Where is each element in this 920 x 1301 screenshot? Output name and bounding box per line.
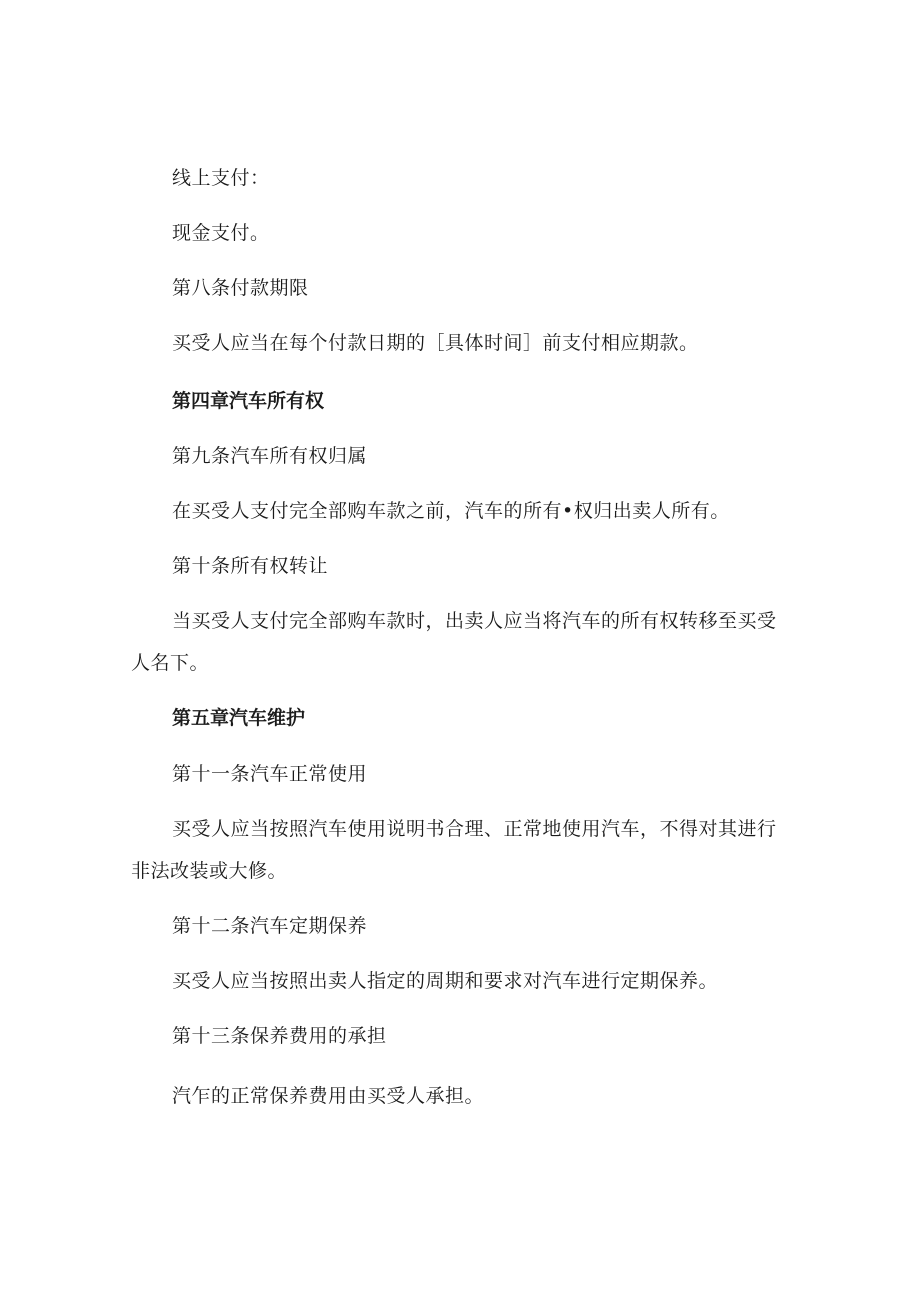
article-9-title: 第九条汽车所有权归属 — [172, 445, 368, 467]
article-9-body: 在买受人支付完全部购车款之前，汽车的所有•权归出卖人所有。 — [172, 500, 730, 522]
article-13-body: 汽乍的正常保养费用由买受人承担。 — [172, 1085, 485, 1107]
article-10-title: 第十条所有权转让 — [172, 555, 329, 577]
article-12-title: 第十二条汽车定期保养 — [172, 915, 368, 937]
article-8-title: 第八条付款期限 — [172, 277, 309, 299]
online-payment-line: 线上支付： — [172, 167, 270, 189]
cash-payment-line: 现金支付。 — [172, 222, 270, 244]
chapter-4-heading: 第四章汽车所有权 — [172, 390, 325, 412]
article-11-body: 买受人应当按照汽车使用说明书合理、正常地使用汽车，不得对其进行非法改装或大修。 — [131, 818, 777, 882]
article-13-title: 第十三条保养费用的承担 — [172, 1025, 387, 1047]
article-11-title: 第十一条汽车正常使用 — [172, 763, 368, 785]
chapter-5-heading: 第五章汽车维护 — [172, 707, 306, 729]
article-12-body: 买受人应当按照出卖人指定的周期和要求对汽车进行定期保养。 — [172, 970, 719, 992]
article-8-body: 买受人应当在每个付款日期的［具体时间］前支付相应期款。 — [172, 332, 699, 354]
article-10-body: 当买受人支付完全部购车款时，出卖人应当将汽车的所有权转移至买受人名下。 — [131, 610, 777, 674]
